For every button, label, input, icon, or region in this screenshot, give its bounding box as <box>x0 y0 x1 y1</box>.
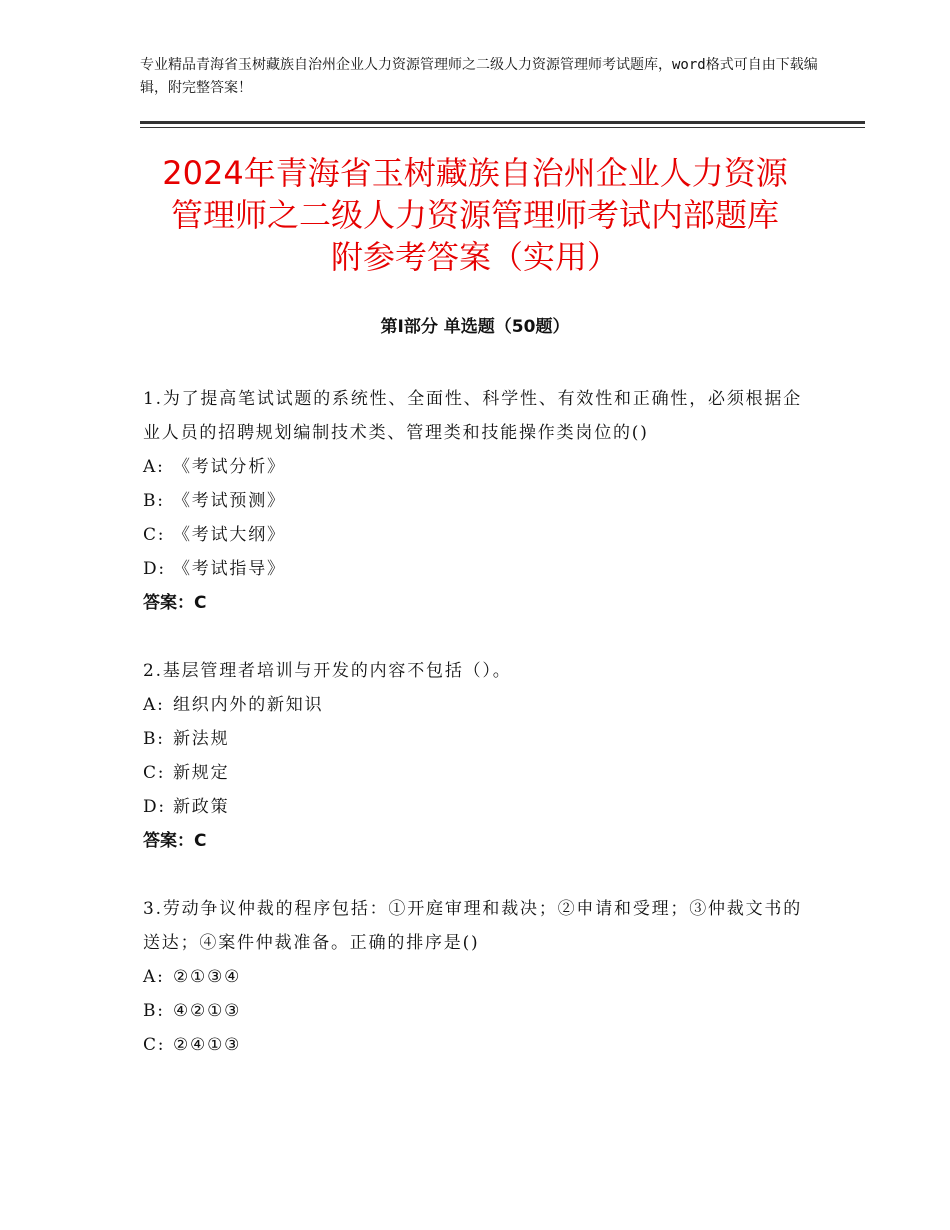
title-line: 管理师之二级人力资源管理师考试内部题库 <box>170 196 779 234</box>
option-key: A: <box>143 967 165 987</box>
option-b <box>143 994 813 1028</box>
option-text: ④②①③ <box>173 1001 242 1021</box>
option-text: ②①③④ <box>173 967 242 987</box>
question-3 <box>143 892 813 1062</box>
option-key: C: <box>143 525 166 545</box>
answer-label: 答案： <box>143 831 194 851</box>
answer-line <box>143 586 813 620</box>
header-rule-thin <box>140 127 865 128</box>
option-key: A: <box>143 695 165 715</box>
option-text: 《考试指导》 <box>173 559 286 579</box>
answer-line <box>143 824 813 858</box>
question-stem: 2.基层管理者培训与开发的内容不包括（）。 <box>143 661 512 681</box>
option-key: B: <box>143 1001 165 1021</box>
option-b <box>143 722 813 756</box>
answer-value: C <box>194 831 207 851</box>
option-key: D: <box>143 797 166 817</box>
option-key: D: <box>143 559 166 579</box>
question-stem: 3.劳动争议仲裁的程序包括：①开庭审理和裁决；②申请和受理；③仲裁文书的送达；④案件仲裁准备。正确的排序是() <box>143 899 803 953</box>
question-2 <box>143 654 813 858</box>
title-line: 2024年青海省玉树藏族自治州企业人力资源 <box>162 154 788 192</box>
option-text: 新规定 <box>173 763 230 783</box>
document-title <box>100 152 850 278</box>
option-c <box>143 518 813 552</box>
option-text: 《考试分析》 <box>173 457 286 477</box>
question-stem: 1.为了提高笔试试题的系统性、全面性、科学性、有效性和正确性，必须根据企业人员的招聘规划编制技术类、管理类和技能操作类岗位的() <box>143 389 803 443</box>
option-key: C: <box>143 1035 166 1055</box>
option-text: 新法规 <box>173 729 230 749</box>
question-list <box>143 382 813 1096</box>
option-a <box>143 450 813 484</box>
section-title: 第Ⅰ部分 单选题（50题） <box>380 317 570 337</box>
option-key: C: <box>143 763 166 783</box>
option-text: 新政策 <box>173 797 230 817</box>
option-a <box>143 960 813 994</box>
option-text: 《考试预测》 <box>173 491 286 511</box>
question-1 <box>143 382 813 620</box>
option-key: A: <box>143 457 165 477</box>
option-c <box>143 1028 813 1062</box>
answer-value: C <box>194 593 207 613</box>
option-d <box>143 552 813 586</box>
option-c <box>143 756 813 790</box>
option-text: 《考试大纲》 <box>173 525 286 545</box>
title-line: 附参考答案（实用） <box>330 238 619 276</box>
option-key: B: <box>143 491 165 511</box>
header-note: 专业精品青海省玉树藏族自治州企业人力资源管理师之二级人力资源管理师考试题库，word格式可自由下载编辑，附完整答案！ <box>140 57 818 96</box>
option-key: B: <box>143 729 165 749</box>
header-rule-thick <box>140 121 865 124</box>
option-text: ②④①③ <box>173 1035 242 1055</box>
option-text: 组织内外的新知识 <box>173 695 324 715</box>
option-a <box>143 688 813 722</box>
answer-label: 答案： <box>143 593 194 613</box>
option-d <box>143 790 813 824</box>
option-b <box>143 484 813 518</box>
